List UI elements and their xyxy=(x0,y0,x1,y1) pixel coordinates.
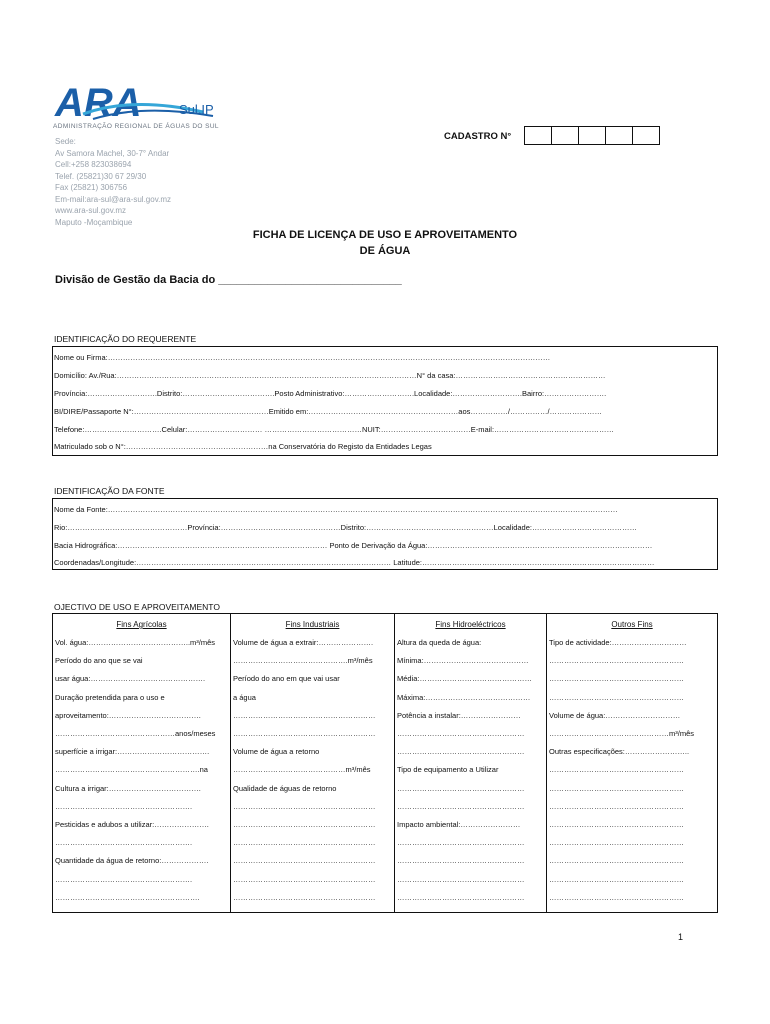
form-line[interactable]: Volume de água a extrair:…………………. xyxy=(233,638,374,647)
section-title-requerente: IDENTIFICAÇÃO DO REQUERENTE xyxy=(54,334,197,344)
field-label: Matriculado sob o N°:…………………………………………………na Conservatória do Registo da Entidades Legas xyxy=(54,442,432,451)
form-line[interactable]: ……………………………………………… xyxy=(549,820,684,829)
form-line[interactable]: Média:……………………………………… xyxy=(397,674,533,684)
form-line[interactable]: …………………………………………… xyxy=(397,892,525,902)
form-line[interactable]: Período do ano em que vai usar xyxy=(233,674,340,684)
form-line[interactable]: …………………………………………m³/mês xyxy=(549,729,694,738)
logo-tagline: ADMINISTRAÇÃO REGIONAL DE ÁGUAS DO SUL xyxy=(53,123,219,130)
field-telefone[interactable] xyxy=(53,425,717,434)
logo-brand: ARA xyxy=(55,81,142,125)
form-line[interactable]: …………………………………………… xyxy=(397,838,525,848)
form-line[interactable]: Potência a instalar:…………………… xyxy=(397,710,521,720)
form-title xyxy=(0,227,770,259)
form-line[interactable]: ………………………………………m³/mês xyxy=(233,765,371,775)
field-nome-fonte[interactable]: Nome da Fonte:…………………………………………………………………………………………………………………………………………………………………………………… xyxy=(54,505,618,514)
header-fins-industriais: Fins Industriais xyxy=(285,620,340,629)
form-line[interactable]: ………………………………………………… xyxy=(233,820,376,829)
form-line[interactable]: ………………………………………………… xyxy=(233,874,376,884)
form-line[interactable]: Cultura a irrigar:………………………………. xyxy=(55,783,201,793)
form-line[interactable]: Impacto ambiental:…………………… xyxy=(397,820,521,829)
form-line[interactable]: ………………………………………………… xyxy=(233,856,376,866)
header-outros-fins: Outros Fins xyxy=(611,620,653,629)
field-label: Província:……………………….Distrito:……………………………….Posto Administrativo:……………………….Localidade:……………………….Bairro:……………………. xyxy=(54,389,607,398)
field-domicilio[interactable] xyxy=(53,371,717,380)
cadastro-label: CADASTRO N° xyxy=(444,131,512,142)
form-line[interactable]: Tipo de equipamento a Utilizar xyxy=(397,765,499,775)
logo-sub: Sul.IP xyxy=(179,102,214,117)
cadastro-digit-box[interactable] xyxy=(605,126,633,145)
section-title-objectivo: OJECTIVO DE USO E APROVEITAMENTO xyxy=(54,602,220,612)
address-line: Telef. (25821)30 67 29/30 xyxy=(55,171,147,181)
form-line[interactable]: ……………………………………………… xyxy=(549,856,684,866)
field-label: Nome ou Firma: xyxy=(54,353,108,362)
form-line[interactable]: Altura da queda de água: xyxy=(397,638,482,647)
form-line[interactable]: ……………………………………………… xyxy=(549,874,684,884)
form-line[interactable]: ……………………………………….m³/mês xyxy=(233,656,373,666)
form-line[interactable]: …………………………………………… xyxy=(397,747,525,757)
form-line[interactable]: …………………………………………… xyxy=(397,783,525,793)
field-label: BI/DIRE/Passaporte N°:………………………………………………Emitido em:……………………………………………………aos……………/……………/………………… xyxy=(54,407,603,416)
requerente-box xyxy=(52,346,718,456)
header-fins-hidroelectricos: Fins Hidroeléctricos xyxy=(435,620,506,629)
field-rio[interactable]: Rio:…………………………………………Província:…………………………………………Distrito:……………………………………………Localidade:…………………………………… xyxy=(54,523,637,532)
form-line[interactable]: Duração pretendida para o uso e xyxy=(55,692,165,702)
fonte-box xyxy=(52,498,718,570)
address-line: Sede: xyxy=(55,137,76,146)
form-line[interactable]: superfície a irrigar:………………………………. xyxy=(55,747,210,757)
field-coordenadas[interactable]: Coordenadas/Longitude:………………………………………………………………………………………… Latitude:………………………………………………………………………………… xyxy=(54,558,655,567)
field-nome-firma[interactable] xyxy=(53,353,717,362)
form-line[interactable]: ………………………………………………. xyxy=(55,801,193,811)
form-line[interactable]: Qualidade de águas de retorno xyxy=(233,783,337,793)
form-line[interactable]: usar água:………………………………………. xyxy=(55,674,206,684)
field-matriculado[interactable] xyxy=(53,442,717,451)
page-number: 1 xyxy=(678,932,684,942)
objectivo-box xyxy=(52,613,718,913)
address-line: Maputo -Moçambique xyxy=(55,217,133,227)
ara-logo-graphic xyxy=(53,78,228,126)
form-line[interactable]: …………………………………………anos/meses xyxy=(55,729,216,738)
cadastro-boxes[interactable] xyxy=(525,126,660,145)
form-line[interactable]: ………………………………………………… xyxy=(233,710,376,720)
form-line[interactable]: ……………………………………………… xyxy=(549,783,684,793)
form-line[interactable]: Volume de água:………………………… xyxy=(549,710,681,720)
form-line[interactable]: …………………………………………… xyxy=(397,801,525,811)
address-line: www.ara-sul.gov.mz xyxy=(55,206,126,215)
form-line[interactable]: …………………………………………… xyxy=(397,729,525,738)
form-line[interactable]: ………………………………………………… xyxy=(233,729,376,738)
field-label: Domicílio: Av./Rua: xyxy=(54,371,117,380)
form-line[interactable]: ……………………………………………… xyxy=(549,674,684,684)
field-bacia[interactable]: Bacia Hidrográfica:………………………………………………………………………… Ponto de Derivação da Água:……………………………………………………………………………… xyxy=(54,541,653,550)
form-line[interactable]: a água xyxy=(233,692,256,702)
form-line[interactable]: ……………………………………………… xyxy=(549,892,684,902)
cadastro-digit-box[interactable] xyxy=(578,126,606,145)
cadastro-digit-box[interactable] xyxy=(551,126,579,145)
form-line[interactable]: ………………………………………………. xyxy=(55,874,193,884)
form-line[interactable]: Outras especificações:…………………….. xyxy=(549,747,690,757)
cadastro-digit-box[interactable] xyxy=(632,126,660,145)
form-line[interactable]: Tipo de actividade:………………………… xyxy=(549,638,687,647)
form-line[interactable]: Volume de água a retorno xyxy=(233,747,320,757)
form-line[interactable]: ………………………………………………….na xyxy=(55,765,208,775)
form-line[interactable]: ……………………………………………… xyxy=(549,765,684,775)
field-provincia[interactable] xyxy=(53,389,717,398)
form-line[interactable]: Quantidade da água de retorno:………………. xyxy=(55,856,209,866)
column-divider xyxy=(230,614,231,912)
form-line[interactable]: Mínima:…………………………………… xyxy=(397,656,529,666)
column-divider xyxy=(394,614,395,912)
form-line[interactable]: aproveitamento:………………………………. xyxy=(55,710,201,720)
field-dots: …………………………………………………………………………………………………………N° da casa:…………………………………………………… xyxy=(116,371,606,380)
division-line: Divisão de Gestão da Bacia do ______________________________ xyxy=(55,274,402,286)
form-line[interactable]: Pesticidas e adubos a utilizar:…………………. xyxy=(55,820,209,829)
form-line[interactable]: ………………………………………………… xyxy=(233,892,376,902)
form-line[interactable]: …………………………………………… xyxy=(397,874,525,884)
header-fins-agricolas: Fins Agrícolas xyxy=(116,620,167,629)
form-line[interactable]: Vol. água:…………………………………..m³/mês xyxy=(55,638,216,647)
section-title-fonte: IDENTIFICAÇÃO DA FONTE xyxy=(54,486,165,496)
address-line: Fax (25821) 306756 xyxy=(55,183,128,192)
form-line[interactable]: Máxima:…………………………………… xyxy=(397,692,531,702)
form-line[interactable]: ……………………………………………… xyxy=(549,838,684,848)
form-line[interactable]: ……………………………………………… xyxy=(549,692,684,702)
form-line[interactable]: ……………………………………………… xyxy=(549,656,684,666)
form-line[interactable]: ………………………………………………… xyxy=(233,838,376,848)
address-line: Em-mail:ara-sul@ara-sul.gov.mz xyxy=(55,194,171,204)
address-line: Cell:+258 823038694 xyxy=(55,160,132,169)
field-dots: …………………………………………………………………………………………………………………………………………………………… xyxy=(107,353,551,362)
address-line: Av Samora Machel, 30-7° Andar xyxy=(55,148,170,158)
field-label: Telefone:………………………….Celular:………………………… …………………………………NUIT:………………………………E-mail:………………………………………… xyxy=(54,425,615,434)
cadastro-digit-box[interactable] xyxy=(524,126,552,145)
form-line[interactable]: …………………………………………… xyxy=(397,856,525,866)
form-line[interactable]: ………………………………………………. xyxy=(55,838,193,848)
address-block xyxy=(55,136,171,228)
form-line[interactable]: Período do ano que se vai xyxy=(55,656,143,666)
form-title-line: DE ÁGUA xyxy=(359,245,411,257)
field-bi[interactable] xyxy=(53,407,717,416)
form-title-line: FICHA DE LICENÇA DE USO E APROVEITAMENTO xyxy=(252,229,518,241)
column-divider xyxy=(546,614,547,912)
form-line[interactable]: …………………………………………………. xyxy=(55,892,200,902)
form-line[interactable]: ………………………………………………… xyxy=(233,801,376,811)
form-line[interactable]: ……………………………………………… xyxy=(549,801,684,811)
